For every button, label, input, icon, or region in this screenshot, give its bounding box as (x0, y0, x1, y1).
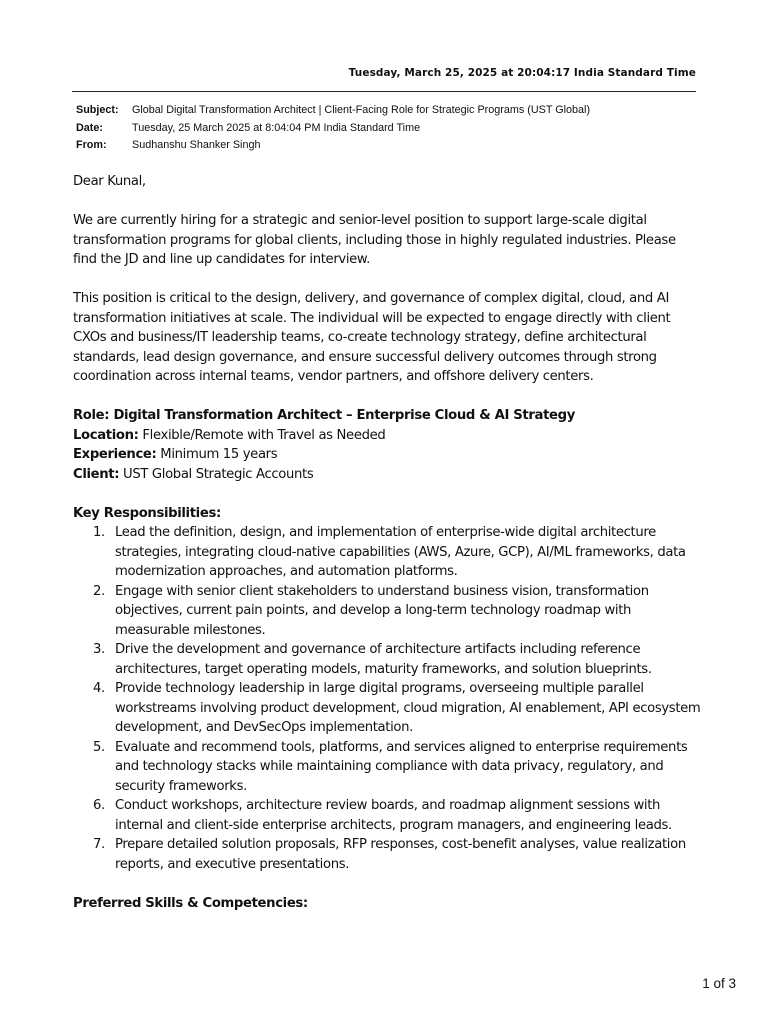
list-item-text: Prepare detailed solution proposals, RFP responses, cost-benefit analyses, value realization reports, and executive presentations. (115, 837, 686, 872)
experience-label: Experience: (73, 447, 157, 462)
list-item (93, 640, 703, 679)
list-item-number: 4. (93, 681, 105, 696)
list-item (93, 679, 703, 738)
role-line (73, 406, 703, 426)
responsibilities-list (73, 523, 703, 874)
location-line (73, 426, 703, 446)
list-item-text: Engage with senior client stakeholders to understand business vision, transformation objectives, current pain points, and develop a long-term technology roadmap with measurable milestones. (115, 583, 649, 638)
subject-row (76, 102, 696, 120)
greeting: Dear Kunal, (73, 174, 146, 189)
client-line (73, 465, 703, 485)
list-item-text: Evaluate and recommend tools, platforms, and services aligned to enterprise requirements and technology stacks while maintaining compliance with data privacy, regulatory, and security frameworks. (115, 739, 688, 794)
list-item-text: Provide technology leadership in large digital programs, overseeing multiple parallel workstreams involving product development, cloud migration, AI enablement, API ecosystem development, and DevSecOps implementation. (115, 681, 701, 735)
list-item-text: Conduct workshops, architecture review boards, and roadmap alignment sessions with internal and client-side enterprise architects, program managers, and engineering leads. (115, 798, 672, 833)
skills-heading: Preferred Skills & Competencies: (73, 895, 308, 911)
list-item-text: Lead the definition, design, and implementation of enterprise-wide digital architecture strategies, integrating cloud-native capabilities (AWS, Azure, GCP), AI/ML frameworks, data modernization approaches, and automation platforms. (115, 525, 686, 579)
list-item (93, 796, 703, 835)
date-value: Tuesday, 25 March 2025 at 8:04:04 PM India Standard Time (132, 121, 421, 134)
client-label: Client: (73, 466, 120, 482)
intro-paragraph: We are currently hiring for a strategic and senior-level position to support large-scale digital transformation programs for global clients, including those in highly regulated industries. Please find the JD and line up candidates for interview. (73, 213, 676, 267)
print-timestamp-header: Tuesday, March 25, 2025 at 20:04:17 India Standard Time (348, 67, 696, 79)
experience-line (73, 445, 703, 465)
position-paragraph: This position is critical to the design, delivery, and governance of complex digital, cloud, and AI transformation initiatives at scale. The individual will be expected to engage directly with client CXOs and business/IT leadership teams, co-create technology strategy, define architectural standards, lead design governance, and ensure successful delivery outcomes through strong coordination across internal teams, vendor partners, and offshore delivery centers. (73, 291, 671, 384)
page-number: 1 of 3 (702, 976, 736, 991)
list-item (93, 835, 703, 874)
role-value: Role: Digital Transformation Architect – Enterprise Cloud & AI Strategy (73, 408, 575, 423)
subject-label: Subject: (76, 104, 119, 116)
experience-value: Minimum 15 years (160, 447, 278, 462)
spacer (73, 874, 703, 894)
date-label: Date: (76, 121, 103, 134)
subject-value: Global Digital Transformation Architect | Client-Facing Role for Strategic Programs (UST Global) (132, 104, 591, 116)
list-item (93, 523, 703, 582)
list-item-number: 1. (93, 525, 105, 540)
list-item-number: 2. (93, 583, 105, 599)
spacer (73, 484, 703, 504)
client-value: UST Global Strategic Accounts (123, 466, 314, 482)
from-row (76, 137, 696, 155)
list-item (93, 738, 703, 797)
list-item-number: 6. (93, 798, 105, 813)
list-item-number: 7. (93, 837, 105, 852)
responsibilities-heading: Key Responsibilities: (73, 505, 221, 521)
from-value: Sudhanshu Shanker Singh (132, 139, 261, 151)
list-item-number: 3. (93, 642, 105, 657)
from-label: From: (76, 139, 107, 151)
list-item (93, 582, 703, 641)
date-row (76, 120, 696, 138)
location-value: Flexible/Remote with Travel as Needed (142, 427, 386, 443)
list-item-text: Drive the development and governance of architecture artifacts including reference architectures, target operating models, maturity frameworks, and solution blueprints. (115, 642, 652, 677)
location-label: Location: (73, 427, 139, 443)
list-item-number: 5. (93, 739, 105, 755)
header-divider (72, 91, 696, 92)
email-metadata (76, 102, 696, 155)
email-body (73, 172, 703, 913)
